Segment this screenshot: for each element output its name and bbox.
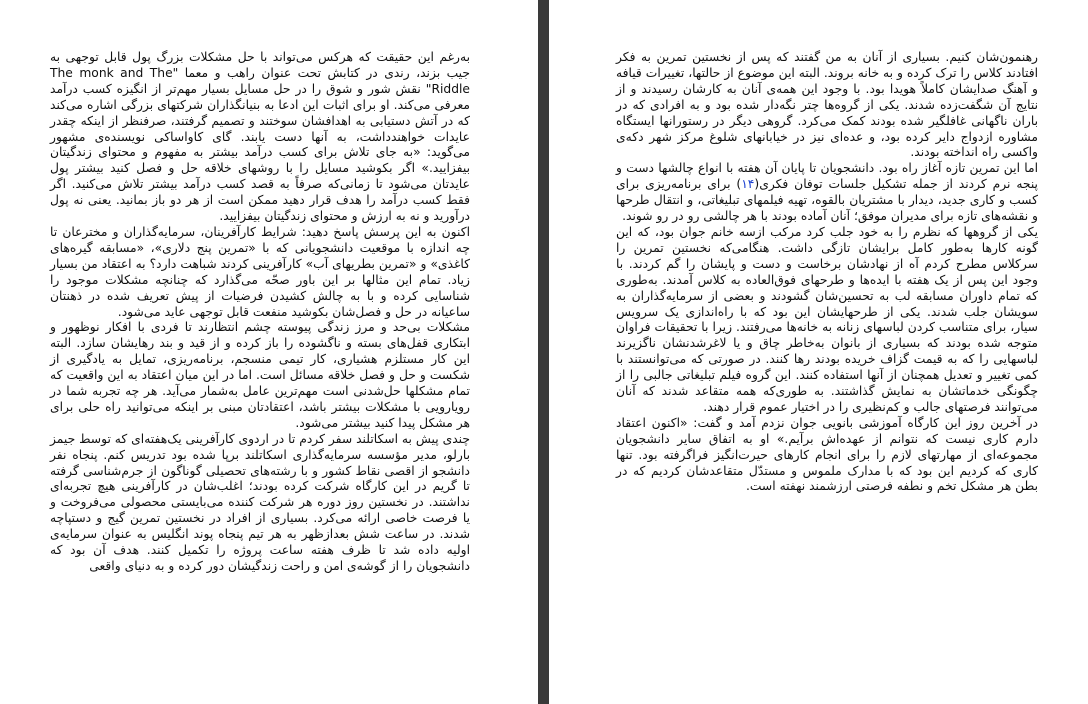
paragraph: به‌رغم این حقیقت که هرکس می‌تواند با حل مشکلات بزرگ پول قابل توجهی به جیب بزند، رندی در کتابش تحت عنوان راهب و معما "The monk and The Riddle" نقش شور و شوق را در حل مسایل بسیار مهم‌تر از انگیزه کسب درآمد معرفی می‌کند. او برای اثبات این ادعا به بنیانگذاران شرکتهای بزرگی اشاره می‌کند که در آتش دستیابی به اهدافشان سوختند و تصمیم گرفتند، صرفنظر از اینکه چقدر عایدات خواهندداشت، به آنها دست یابند. گای کاواساکی نویسنده‌ی مشهور می‌گوید: «به جای تلاش برای کسب درآمد بیشتر به مفهوم و محتوای زندگیتان بیفزایید.» اگر بکوشید مسایل را با روشهای خلاقه حل و فصل کنید بیشتر پول عایدتان می‌شود تا زمانی‌که صرفاً به قصد کسب درآمد بیشتر تلاش می‌کنید. اگر فقط کسب درآمد را هدف قرار دهید ممکن است از هر دو باز بمانید. یعنی نه پول درآورید و نه به ارزش و محتوای زندگیتان بیفزایید. xyxy=(50,50,470,224)
paragraph xyxy=(616,416,1038,496)
left-page xyxy=(0,0,538,704)
page-gutter xyxy=(538,0,549,704)
paragraph xyxy=(616,161,1038,225)
paragraph-text: یکی از گروهها که نظرم را به خود جلب کرد مرکب ازسه خانم جوان بود، که این گونه کارها به‌طور کامل برایشان تازگی داشت. هنگامی‌که نخستین تمرین را سرکلاس مطرح کردم آه از نهادشان برخاست و دست و پایشان را گم کردند. با وجود این پس از یک هفته با ایده‌ها و طرحهای فوق‌العاده به کلاس آمدند. به‌طوری که تمام داوران مسابقه لب به تحسین‌شان گشودند و بعضی از سرمایه‌گذاران به سویشان جلب شدند. یکی از طرحهایشان این بود که با راه‌اندازی یک سرویس سیار، برای متناسب کردن لباسهای زنانه به خانه‌ها می‌رفتند. زیرا با تحقیقات فراوان متوجه شده بودند که بسیاری از بانوان به‌خاطر چاق و یا لاغرشدنشان ناگزیرند لباسهایی را که به قیمت گزاف خریده بودند رها کنند. در صورتی که می‌توانستند با کمی تغییر و تعدیل همچنان از آنها استفاده کنند. این گروه فیلم تبلیغاتی جالبی را از چگونگی خدماتشان به نمایش گذاشتند. به طوری‌که همه متقاعد شدند که آنان می‌توانند فرصتهای جالب و کم‌نظیری را در اختیار عموم قرار دهند. xyxy=(616,224,1038,414)
paragraph: اکنون به این پرسش پاسخ دهید: شرایط کارآفرینان، سرمایه‌گذاران و مخترعان تا چه اندازه با موقعیت دانشجویانی که با «تمرین پنج دلاری»، «مسابقه گیره‌های کاغذی» و «تمرین بطریهای آب» کارآفرینی کردند شباهت دارد؟ به اعتقاد من بسیار زیاد. تمام این مثالها بر این باور صحّه می‌گذارد که چنانچه مشکلات موجود را شناسایی کرده و با به چالش کشیدن فرضیات از پیش تعریف شده در ذهنتان ساعیانه در حل و فصل‌شان بکوشید منفعت قابل توجهی عاید می‌شود. xyxy=(50,224,470,319)
paragraph-text: در آخرین روز این کارگاه آموزشی بانویی جوان نزدم آمد و گفت: «اکنون اعتقاد دارم کاری نیست که نتوانم از عهده‌اش برآیم.» او به اتفاق سایر دانشجویان مجموعه‌ای از مهارتهای لازم را برای انجام کارهای حیرت‌انگیز فراگرفته بود. تنها کاری که کردیم این بود که با مدارک ملموس و مستدّل متقاعدشان کردیم که در بطن هر مشکل تخم و نطفه فرصتی ارزشمند نهفته است. xyxy=(616,415,1038,494)
footnote-reference-link[interactable]: ۱۴ xyxy=(741,177,755,192)
paragraph-text: ) برای برنامه‌ریزی برای کسب و کاری جدید، دیدار با مشتریان بالقوه، تهیه فیلمهای تبلیغاتی، و انتقال طرحها و نقشه‌های تازه برای مدیران موفق؛ آنان آماده بودند با هر چالشی رو در رو شوند. xyxy=(616,177,1038,224)
left-page-text xyxy=(50,50,470,575)
paragraph-text: رهنمون‌شان کنیم. بسیاری از آنان به من گفتند که پس از نخستین تمرین به فکر افتادند کلاس را ترک کرده و به خانه بروند. البته این موضوع از حالتها، تغییرات قیافه و آهنگ صدایشان کاملاً هویدا بود. با وجود این همه‌ی آنان به کارشان رسیدند و از نتایج آن شگفت‌زده شدند. یکی از گروه‌ها چتر نگه‌دار شده بود و به افرادی که در باران ناگهانی غافلگیر شده بودند کمک می‌کرد. گروهی دیگر در رستورانها ایستگاه مشاوره ازدواج دایر کرده بود، و عده‌ای نیز در خیابانهای شلوغ مرکز شهر دکه‌ی واکسی راه انداخته بودند. xyxy=(616,50,1038,160)
paragraph-text: اما این تمرین تازه آغاز راه بود. دانشجویان تا پایان آن هفته با انواع چالشها دست و پنجه نرم کردند از جمله تشکیل جلسات توفان فکری( xyxy=(616,161,1038,192)
paragraph: مشکلات بی‌حد و مرز زندگی پیوسته چشم انتظارند تا فردی با افکار نوظهور و ابتکاری قفل‌های بسته و ناگشوده را باز کرده و از قید و بند رهایشان سازد. البته این کار مستلزم هشیاری، کار تیمی منسجم، برنامه‌ریزی، تمایل به یادگیری از شکست و حل و فصل خلاقه مسائل است. اما در این میان اعتقاد به این واقعیت که تمام مشکلها حل‌شدنی است مهم‌ترین عامل به‌شمار می‌آید. هر چه تجربه شما در رویارویی با مشکلات بیشتر باشد، اعتقادتان مبنی بر اینکه می‌توانید راه حلی برای هر مشکل پیدا کنید بیشتر می‌شود. xyxy=(50,320,470,430)
paragraph xyxy=(616,50,1038,161)
paragraph: چندی پیش به اسکاتلند سفر کردم تا در اردوی کارآفرینی یک‌هفته‌ای که توسط جیمز بارلو، مدیر مؤسسه سرمایه‌گذاری اسکاتلند برپا شده بود تدریس کنم. پنجاه نفر دانشجو از اقصی نقاط کشور و با رشته‌های تحصیلی گوناگون از جرم‌شناسی گرفته تا گریم در این کارگاه شرکت کرده بودند؛ اغلب‌شان در کارآفرینی هیچ تجربه‌ای نداشتند. در نخستین روز دوره هر شرکت کننده می‌بایستی محصولی می‌فروخت و یا فرصت خاصی ارائه می‌کرد. بسیاری از افراد در نخستین تمرین گیج و دستپاچه شدند. در ساعت شش بعدازظهر به هر تیم پنجاه پوند انگلیس به عنوان سرمایه‌ی اولیه داده شد تا ظرف هفته ساعت پروژه را تکمیل کنند. هدف آن بود که دانشجویان را از گوشه‌ی امن و راحت زندگیشان دور کرده و به دنیای واقعی xyxy=(50,431,470,573)
right-page xyxy=(549,0,1088,704)
paragraph xyxy=(616,225,1038,416)
right-page-text xyxy=(616,50,1038,495)
